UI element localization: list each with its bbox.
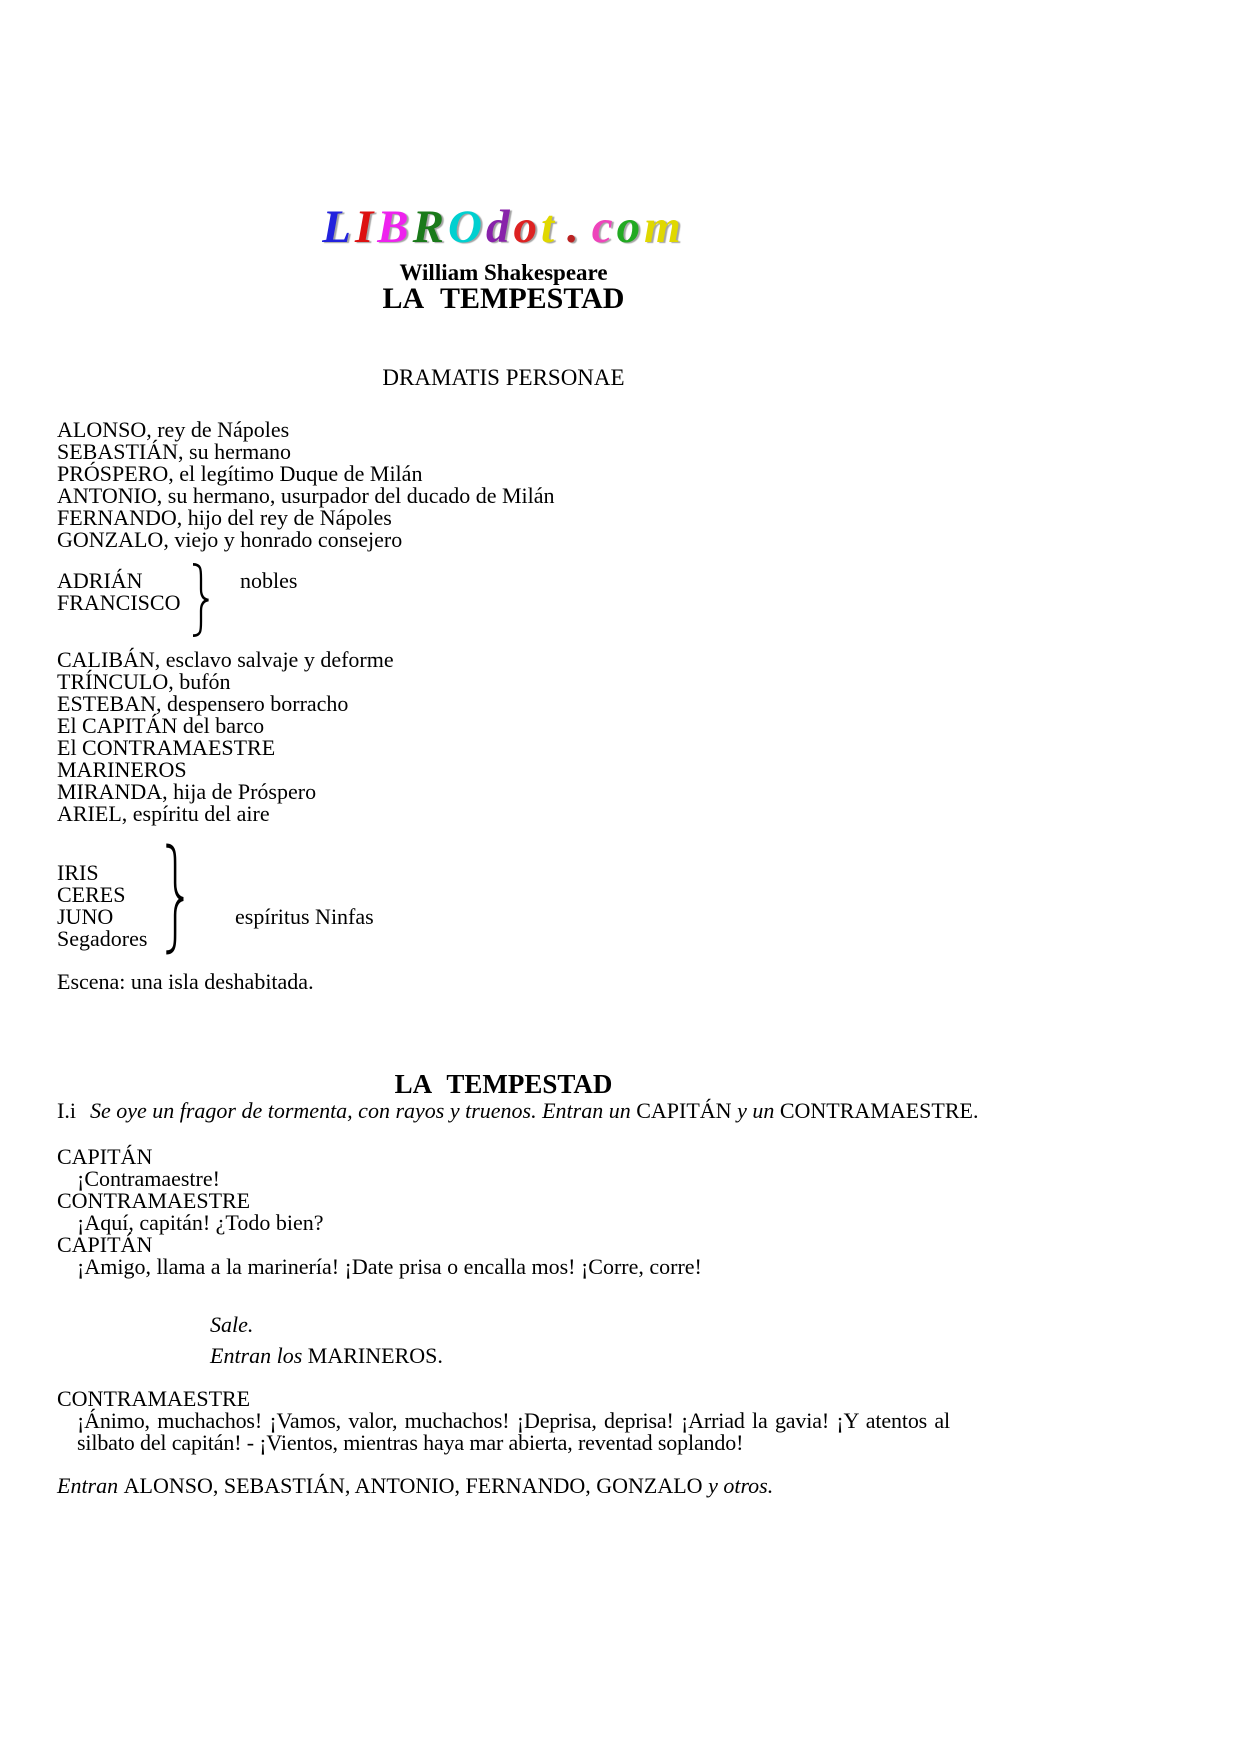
character-row: ESTEBAN, despensero borracho (57, 691, 349, 716)
brace-icon (190, 562, 210, 638)
group-names (57, 862, 147, 950)
character-row: TRÍNCULO, bufón (57, 669, 231, 694)
direction-text: CAPITÁN (636, 1098, 732, 1123)
character-row: MARINEROS (57, 757, 187, 782)
direction-text: Entran (57, 1473, 124, 1498)
scene-direction (57, 1098, 979, 1123)
direction-text: MARINEROS. (307, 1343, 443, 1368)
character-row: FERNANDO, hijo del rey de Nápoles (57, 505, 392, 530)
character-row: CERES (57, 882, 126, 907)
character-row: El CAPITÁN del barco (57, 713, 265, 738)
dialogue-block (57, 1146, 950, 1278)
logo-letter: . (567, 201, 583, 253)
speech-line: ¡Ánimo, muchachos! ¡Vamos, valor, muchachos! ¡Deprisa, deprisa! ¡Arriad la gavia! ¡Y atentos al silbato del capitán! - ¡Vientos, mientras haya mar abierta, reventad soplando! (77, 1408, 950, 1455)
group-label: nobles (240, 568, 298, 593)
logo-letter: c (591, 201, 617, 253)
character-row: ANTONIO, su hermano, usurpador del ducado de Milán (57, 483, 555, 508)
character-list-secondary (57, 649, 950, 825)
stage-direction: Sale. (210, 1312, 254, 1337)
direction-text: ALONSO, SEBASTIÁN, ANTONIO, FERNANDO, GONZALO (123, 1473, 709, 1498)
character-row: CALIBÁN, esclavo salvaje y deforme (57, 647, 394, 672)
logo-letter: t (540, 201, 559, 253)
scene-number: I.i (57, 1098, 76, 1123)
stage-direction (210, 1345, 1103, 1367)
speaker-name: CONTRAMAESTRE (57, 1386, 251, 1411)
author-line: William Shakespeare (399, 260, 608, 285)
entrance-direction (57, 1475, 950, 1497)
text-column (57, 0, 979, 1755)
logo-letter: L (322, 201, 355, 253)
speech-line: ¡Amigo, llama a la marinería! ¡Date prisa o encalla mos! ¡Corre, corre! (77, 1254, 702, 1279)
main-title: LA TEMPESTAD (382, 282, 625, 315)
character-row: ARIEL, espíritu del aire (57, 801, 270, 826)
direction-text: CONTRAMAESTRE. (779, 1098, 979, 1123)
character-row: FRANCISCO (57, 590, 181, 615)
speech-line: ¡Aquí, capitán! ¿Todo bien? (77, 1210, 324, 1235)
character-row: PRÓSPERO, el legítimo Duque de Milán (57, 461, 423, 486)
character-row: JUNO (57, 904, 114, 929)
character-list-primary (57, 419, 950, 551)
character-row: IRIS (57, 860, 99, 885)
spirits-group (57, 860, 374, 951)
direction-text: y un (731, 1098, 780, 1123)
direction-text: Se oye un fragor de tormenta, con rayos y truenos. Entran un (89, 1098, 637, 1123)
character-row: MIRANDA, hija de Próspero (57, 779, 317, 804)
logo-letter: R (412, 201, 449, 253)
speech-line: ¡Contramaestre! (77, 1166, 220, 1191)
direction-text: y otros. (708, 1473, 774, 1498)
character-row: SEBASTIÁN, su hermano (57, 439, 292, 464)
scene-note: Escena: una isla deshabitada. (57, 969, 314, 994)
character-row: GONZALO, viejo y honrado consejero (57, 527, 403, 552)
character-row: ALONSO, rey de Nápoles (57, 417, 290, 442)
dialogue-block (57, 1388, 950, 1454)
speaker-name: CAPITÁN (57, 1144, 153, 1169)
speaker-name: CONTRAMAESTRE (57, 1188, 251, 1213)
brace-icon (163, 842, 185, 956)
librodot-logo (57, 200, 950, 254)
direction-text: Entran los (210, 1343, 308, 1368)
logo-letter: d (485, 201, 514, 253)
group-label: espíritus Ninfas (235, 904, 374, 929)
character-row: ADRIÁN (57, 568, 143, 593)
logo-letter: o (513, 201, 541, 253)
act-title: LA TEMPESTAD (394, 1069, 613, 1099)
nobles-group (57, 568, 298, 615)
logo-letter: I (355, 201, 378, 253)
logo-letter: m (644, 201, 685, 253)
logo-letter: O (448, 201, 486, 253)
speaker-name: CAPITÁN (57, 1232, 153, 1257)
logo-letter: o (616, 201, 645, 253)
character-row: Segadores (57, 926, 148, 951)
logo-letter: B (377, 201, 413, 253)
character-row: El CONTRAMAESTRE (57, 735, 276, 760)
group-names (57, 570, 180, 614)
dramatis-heading: DRAMATIS PERSONAE (382, 365, 625, 390)
